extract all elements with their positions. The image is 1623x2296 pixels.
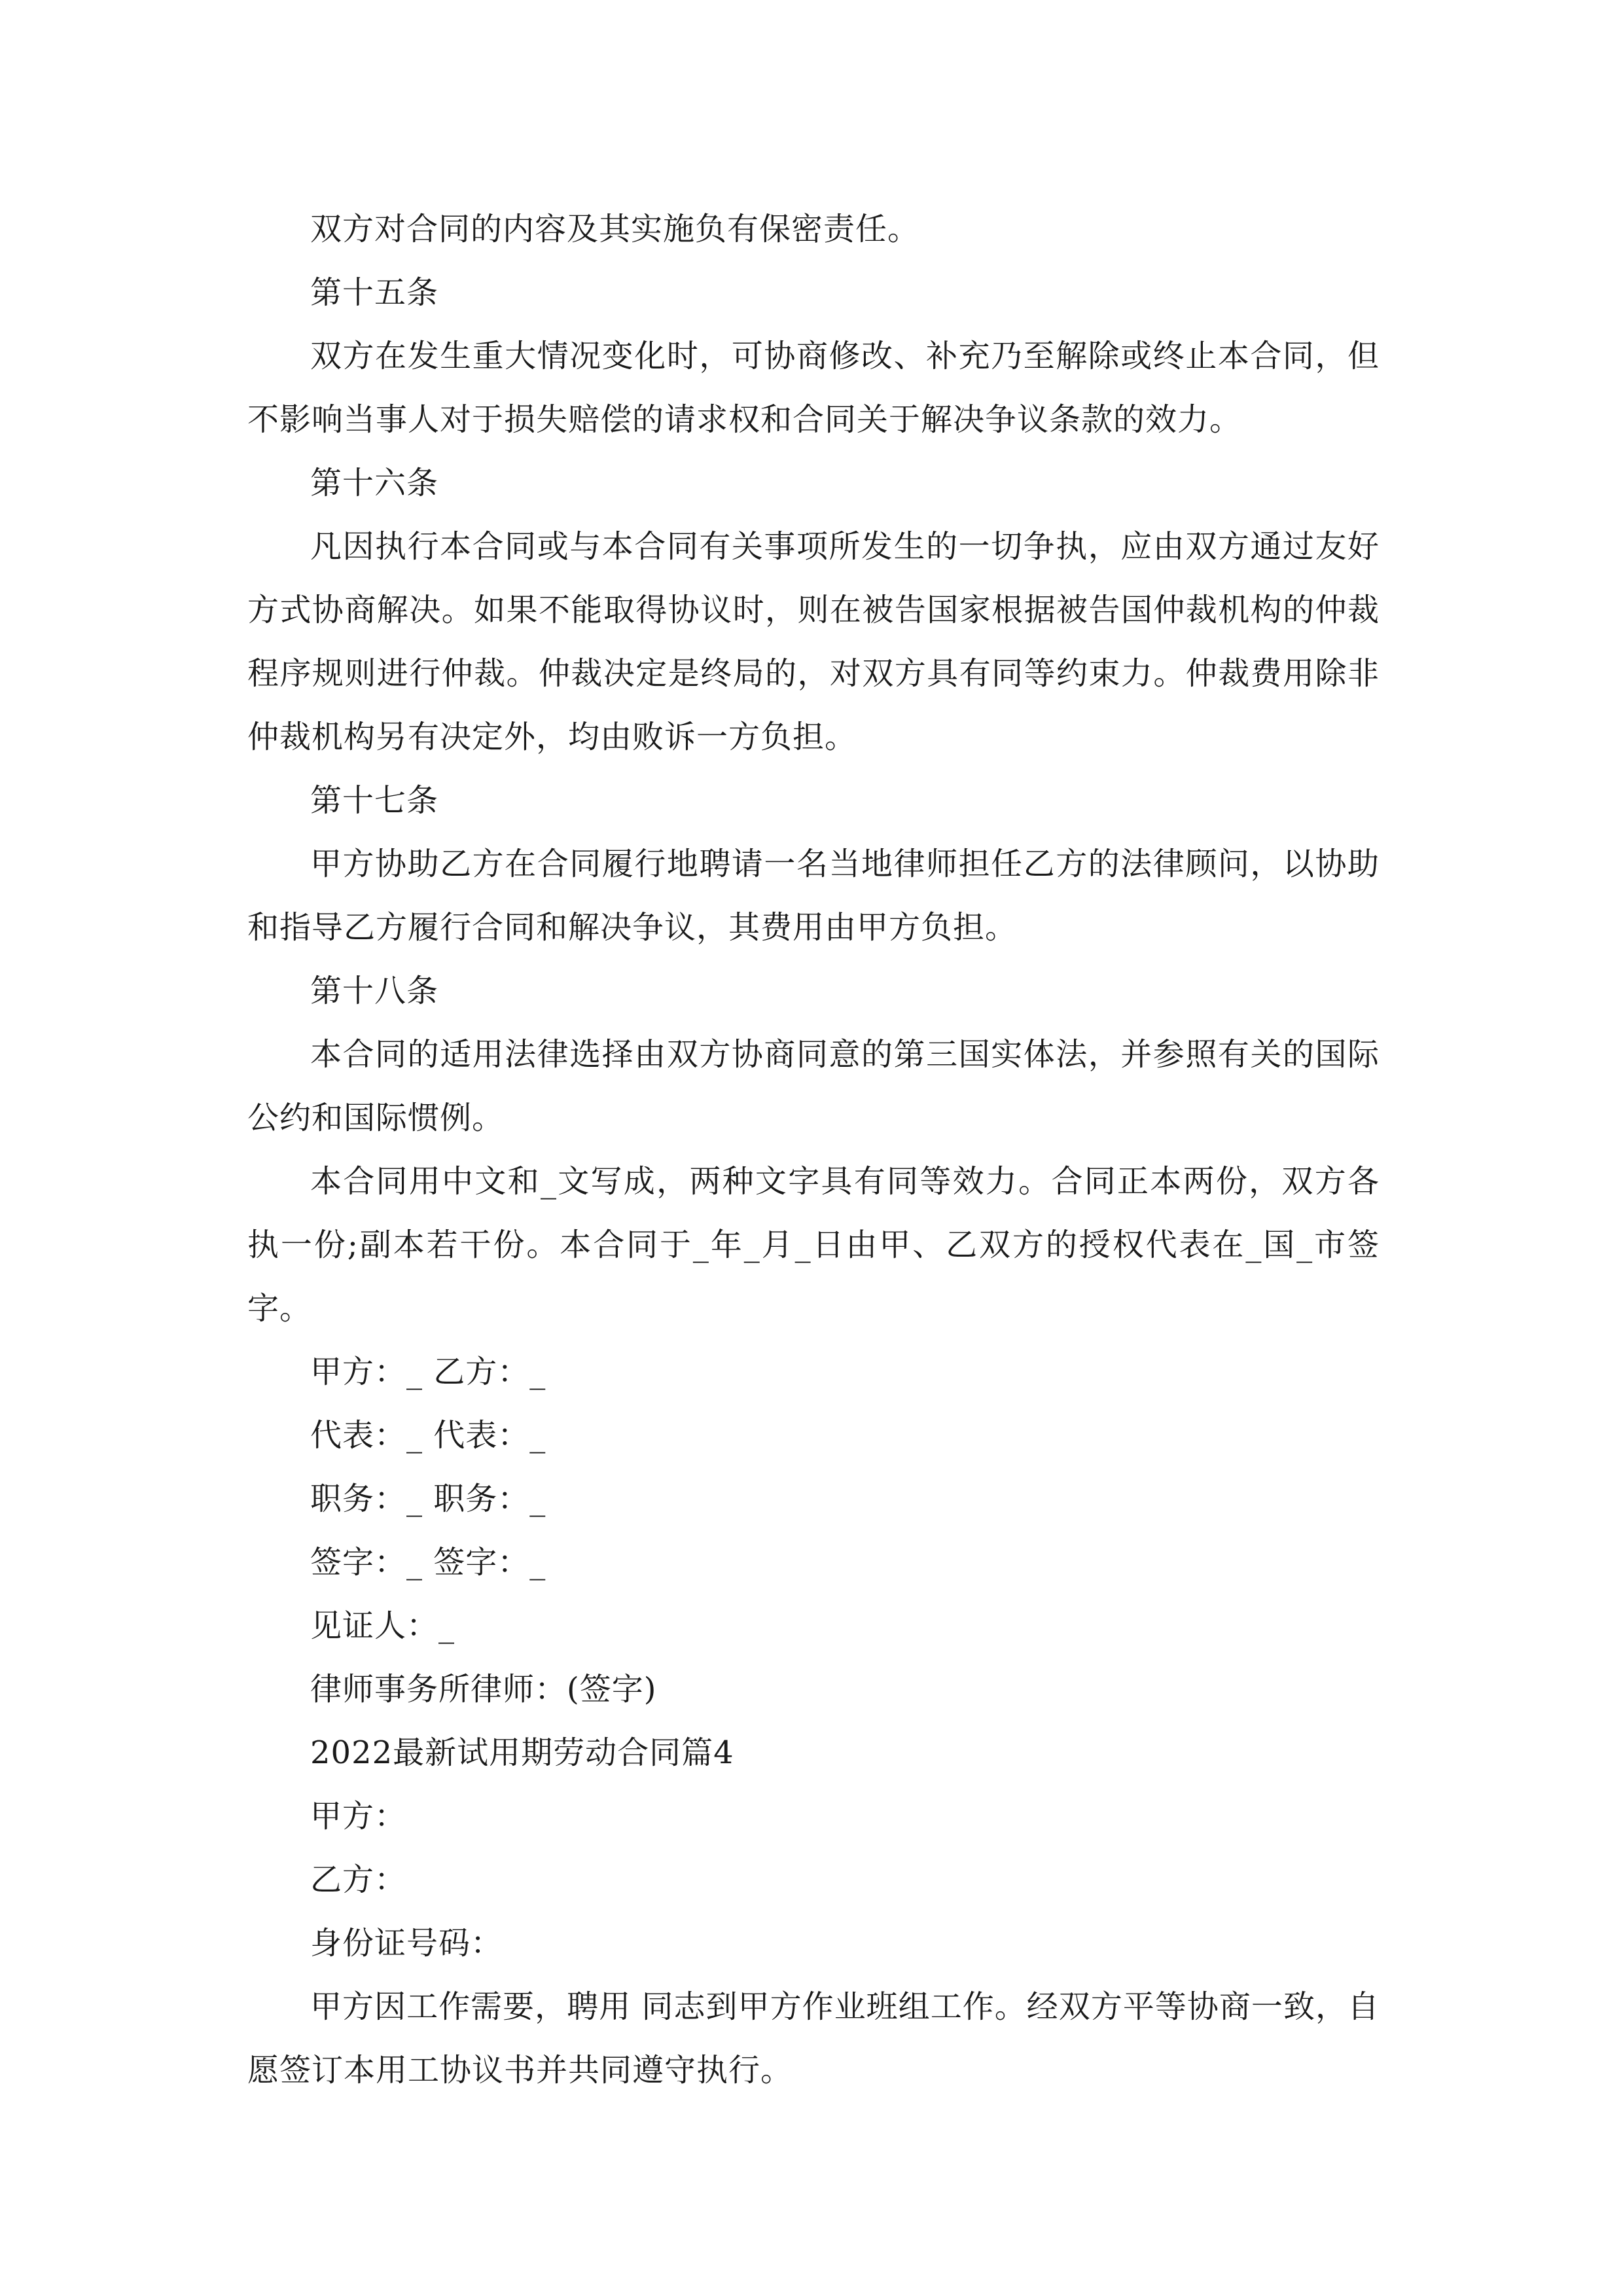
field-party-b: 乙方： (310, 1861, 407, 1898)
signature-line-witness: 见证人：_ (310, 1607, 455, 1644)
signature-line-signatures: 签字：_ 签字：_ (310, 1544, 546, 1581)
paragraph-article-15: 双方在发生重大情况变化时，可协商修改、补充乃至解除或终止本合同，但不影响当事人对于损失赔偿的请求权和合同关于解决争议条款的效力。 (247, 338, 1380, 438)
signature-line-parties: 甲方：_ 乙方：_ (310, 1354, 546, 1390)
document-body (247, 198, 1380, 2102)
paragraph-article-18: 本合同的适用法律选择由双方协商同意的第三国实体法，并参照有关的国际公约和国际惯例。 (247, 1036, 1380, 1136)
field-id-number: 身份证号码： (310, 1925, 503, 1962)
paragraph-article-17: 甲方协助乙方在合同履行地聘请一名当地律师担任乙方的法律顾问，以协助和指导乙方履行合同和解决争议，其费用由甲方负担。 (247, 846, 1380, 946)
signature-line-representatives: 代表：_ 代表：_ (310, 1417, 546, 1454)
article-15-heading: 第十五条 (310, 274, 439, 311)
paragraph-article-16: 凡因执行本合同或与本合同有关事项所发生的一切争执，应由双方通过友好方式协商解决。如果不能取得协议时，则在被告国家根据被告国仲裁机构的仲裁程序规则进行仲裁。仲裁决定是终局的，对双方具有同等约束力。仲裁费用除非仲裁机构另有决定外，均由败诉一方负担。 (247, 528, 1380, 755)
signature-line-lawyer: 律师事务所律师：(签字) (310, 1671, 657, 1708)
article-18-heading: 第十八条 (310, 973, 439, 1009)
paragraph-languages-copies: 本合同用中文和_文写成，两种文字具有同等效力。合同正本两份，双方各执一份;副本若干份。本合同于_年_月_日由甲、乙双方的授权代表在_国_市签字。 (247, 1163, 1380, 1327)
section-title-contract-4: 2022最新试用期劳动合同篇4 (310, 1734, 734, 1771)
paragraph-confidentiality: 双方对合同的内容及其实施负有保密责任。 (310, 211, 920, 247)
article-17-heading: 第十七条 (310, 782, 439, 819)
signature-line-positions: 职务：_ 职务：_ (310, 1480, 546, 1517)
article-16-heading: 第十六条 (310, 465, 439, 501)
field-party-a: 甲方： (310, 1798, 407, 1835)
paragraph-employment-intro: 甲方因工作需要，聘用 同志到甲方作业班组工作。经双方平等协商一致，自愿签订本用工协议书并共同遵守执行。 (247, 1988, 1380, 2089)
